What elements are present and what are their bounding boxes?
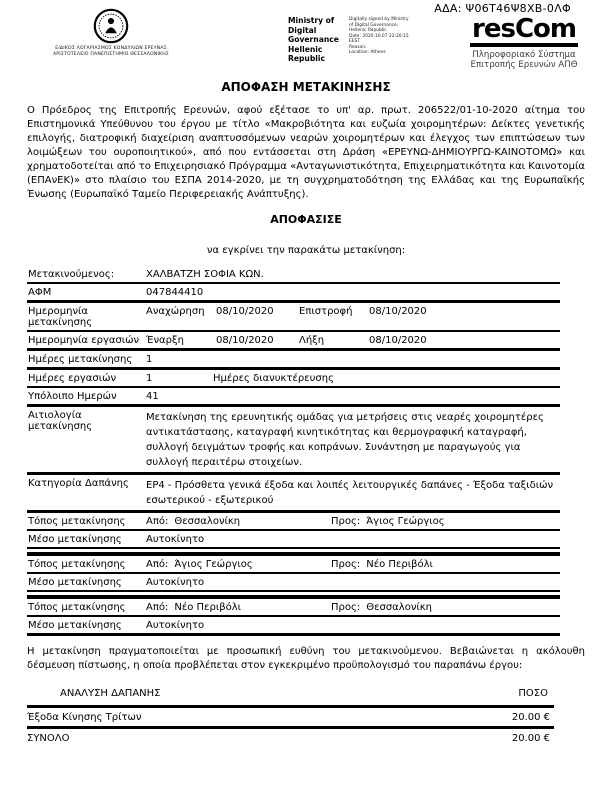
from-value: Θεσσαλονίκη: [174, 516, 241, 527]
expense-table: [27, 705, 554, 747]
from-label: Από:: [146, 602, 169, 613]
intro-paragraph: Ο Πρόεδρος της Επιτροπής Ερευνών, αφού εξέτασε το υπ' αρ. πρωτ. 206522/01-10-2020 αίτημα του Επιστημονικά Υπεύθυνου του έργου με τίτλο «Μακροβιότητα και ευζωία χοιρομητέρων: Δείκτες γενετικής επιλογής, διατροφική διαχείριση αναπτυσσόμενων νεαρών χοιρομητέρων και έλεγχος των επιπτώσεων των λοιμώξεων του ουροποιητικού», από που εντάσσεται στη Δράση «ΕΡΕΥΝΩ-ΔΗΜΙΟΥΡΓΩ-ΚΑΙΝΟΤΟΜΩ» και χρηματοδοτείται από το Επιχειρησιακό Πρόγραμμα «Ανταγωνιστικότητα, Επιχειρηματικότητα και Καινοτομία (ΕΠΑνΕΚ)» στο πλαίσιο του ΕΣΠΑ 2014-2020, με τη συγχρηματοδότηση της Ελλάδας και της Ευρωπαϊκής Ένωσης (Ευρωπαϊκό Ταμείο Περιφερειακής Ανάπτυξης).: [27, 105, 585, 200]
expense-category-label: Κατηγορία Δαπάνης: [28, 478, 129, 489]
from-value: Άγιος Γεώργιος: [174, 559, 253, 570]
end-date: 08/10/2020: [369, 335, 427, 346]
table-row-expense-category: [27, 472, 560, 510]
signature-line: Reason:: [349, 44, 367, 50]
university-emblem-icon: [93, 8, 129, 44]
table-row-leg-mode: [27, 615, 560, 633]
table-row-travel-days: [27, 348, 560, 367]
expense-item-label: Έξοδα Κίνησης Τρίτων: [27, 712, 142, 723]
section-divider: [27, 547, 560, 554]
approval-line: να εγκρίνει την παρακάτω μετακίνηση:: [206, 245, 406, 256]
afm-label: ΑΦΜ: [28, 287, 52, 298]
table-row-leg-route: [27, 554, 560, 572]
mode-label: Μέσο μετακίνησης: [28, 534, 122, 545]
remaining-days-label: Υπόλοιπο Ημερών: [28, 391, 117, 402]
route-from: [146, 559, 331, 570]
ministry-name-block: [288, 16, 346, 64]
table-row-afm: [27, 282, 560, 300]
traveler-value: ΧΑΛΒΑΤΖΗ ΣΟΦΙΑ ΚΩΝ.: [146, 269, 264, 280]
page-title: ΑΠΟΦΑΣΗ ΜΕΤΑΚΙΝΗΣΗΣ: [221, 80, 391, 94]
expense-item-amount: 20.00 €: [511, 712, 550, 723]
start-date: 08/10/2020: [216, 335, 274, 346]
expense-total-label: ΣΥΝΟΛΟ: [27, 733, 70, 744]
expense-analysis-label: ΑΝΑΛΥΣΗ ΔΑΠΑΝΗΣ: [60, 688, 161, 699]
remaining-days-value: 41: [146, 391, 159, 402]
work-dates-label: Ημερομηνία εργασιών: [28, 335, 140, 346]
route-label: Τόπος μετακίνησης: [28, 602, 126, 613]
table-row-remaining-days: [27, 386, 560, 404]
route-label: Τόπος μετακίνησης: [28, 559, 126, 570]
elke-logo-block: [35, 8, 187, 57]
closing-paragraph: Η μετακίνηση πραγματοποιείται με προσωπική ευθύνη του μετακινούμενου. Βεβαιώνεται η ακόλουθη δέσμευση πίστωσης, η οποία προβλέπεται στον εγκεκριμένο προϋπολογισμό του παραπάνω έργου:: [27, 646, 585, 671]
expense-analysis-header: [27, 688, 554, 699]
from-label: Από:: [146, 516, 169, 527]
mode-value: Αυτοκίνητο: [146, 534, 205, 545]
table-row-work-days: [27, 367, 560, 386]
mode-label: Μέσο μετακίνησης: [28, 577, 122, 588]
signature-line: Location: Athens: [349, 50, 386, 55]
signature-line: Digitally signed by Ministry: [349, 17, 409, 22]
route-label: Τόπος μετακίνησης: [28, 516, 126, 527]
ministry-name-line: Hellenic Republic: [288, 44, 325, 63]
signature-line: EEST: [349, 39, 361, 44]
rescom-subtitle-line1: Πληροφοριακό Σύστημα: [472, 50, 576, 60]
table-row-work-dates: [27, 330, 560, 348]
signature-line: of Digital Governance,: [349, 22, 399, 28]
expense-row: [27, 705, 554, 726]
expense-total-row: [27, 726, 554, 747]
rescom-subtitle: [463, 50, 585, 70]
route-from: [146, 602, 331, 613]
table-row-leg-mode: [27, 529, 560, 547]
to-label: Προς:: [331, 559, 361, 570]
travel-days-value: 1: [146, 354, 153, 365]
return-label: Επιστροφή: [299, 306, 353, 317]
section-divider: [27, 590, 560, 597]
table-row-leg-route: [27, 597, 560, 615]
elke-name-line1: ΕΙΔΙΚΟΣ ΛΟΓΑΡΙΑΣΜΟΣ ΚΟΝΔΥΛΙΩΝ ΕΡΕΥΝΑΣ: [55, 46, 167, 51]
travel-details-table: [27, 266, 560, 636]
rescom-logo: resCom: [470, 16, 578, 47]
table-row-traveler: [27, 266, 560, 282]
from-value: Νέο Περιβόλι: [174, 602, 241, 613]
route-from: [146, 516, 331, 527]
travel-dates-label: Ημερομηνία μετακίνησης: [28, 306, 93, 328]
mode-value: Αυτοκίνητο: [146, 577, 205, 588]
decision-heading: ΑΠΟΦΑΣΙΣΕ: [270, 213, 342, 226]
travel-days-label: Ημέρες μετακίνησης: [28, 354, 133, 365]
return-date: 08/10/2020: [369, 306, 427, 317]
signature-line: Date: 2020.10.07 22:20:15: [349, 33, 409, 39]
expense-category-value: ΕΡ4 - Πρόσθετα γενικά έξοδα και λοιπές λειτουργικές δαπάνες - Έξοδα ταξιδιών εσωτερικού - εξωτερικού: [146, 480, 554, 506]
work-days-label: Ημέρες εργασιών: [28, 373, 117, 384]
to-label: Προς:: [331, 602, 361, 613]
amount-column-label: ΠΟΣΟ: [518, 688, 548, 699]
to-value: Νέο Περιβόλι: [366, 559, 433, 570]
start-label: Έναρξη: [146, 335, 184, 346]
mode-label: Μέσο μετακίνησης: [28, 620, 122, 631]
ministry-name-line: Ministry of Digital: [288, 16, 335, 35]
traveler-label: Μετακινούμενος:: [28, 269, 115, 280]
from-label: Από:: [146, 559, 169, 570]
to-value: Θεσσαλονίκη: [366, 602, 433, 613]
mode-value: Αυτοκίνητο: [146, 620, 205, 631]
digital-signature-block: [349, 17, 419, 56]
expense-total-amount: 20.00 €: [511, 733, 550, 744]
document-header: [27, 0, 585, 74]
table-row-justification: [27, 404, 560, 472]
rescom-subtitle-line2: Επιτροπής Ερευνών ΑΠΘ: [470, 60, 578, 70]
route-to: [331, 559, 560, 570]
overnight-days-label: Ημέρες διανυκτέρευσης: [213, 373, 334, 384]
route-to: [331, 602, 560, 613]
table-row-leg-route: [27, 510, 560, 529]
departure-label: Αναχώρηση: [146, 306, 205, 317]
ada-code: ΑΔΑ: Ψ06Τ46Ψ8ΧΒ-0ΛΦ: [434, 2, 571, 15]
table-row-leg-mode: [27, 572, 560, 590]
to-value: Άγιος Γεώργιος: [366, 516, 445, 527]
afm-value: 047844410: [146, 287, 204, 298]
justification-label: Αιτιολογία μετακίνησης: [28, 410, 93, 432]
end-label: Λήξη: [299, 335, 325, 346]
to-label: Προς:: [331, 516, 361, 527]
rescom-logo-block: [463, 16, 585, 70]
signature-line: Hellenic Republic: [349, 28, 387, 33]
departure-date: 08/10/2020: [216, 306, 274, 317]
ministry-name-line: Governance: [288, 35, 339, 44]
justification-value: Μετακίνηση της ερευνητικής ομάδας για μετρήσεις στις νεαρές χοιρομητέρες αντικατάστασης, καταγραφή κινητικότητας και θερμογραφική καταγραφή, συλλογή δειγμάτων τροφής και κοπράνων. Συνάντηση με παραγωγούς για συλλογή περαιτέρω στοιχείων.: [146, 412, 544, 468]
elke-name-line2: ΑΡΙΣΤΟΤΕΛΕΙΟ ΠΑΝΕΠΙΣΤΗΜΙΟ ΘΕΣΣΑΛΟΝΙΚΗΣ: [52, 51, 170, 57]
table-row-travel-dates: [27, 300, 560, 330]
route-to: [331, 516, 560, 527]
work-days-value: 1: [146, 373, 153, 384]
